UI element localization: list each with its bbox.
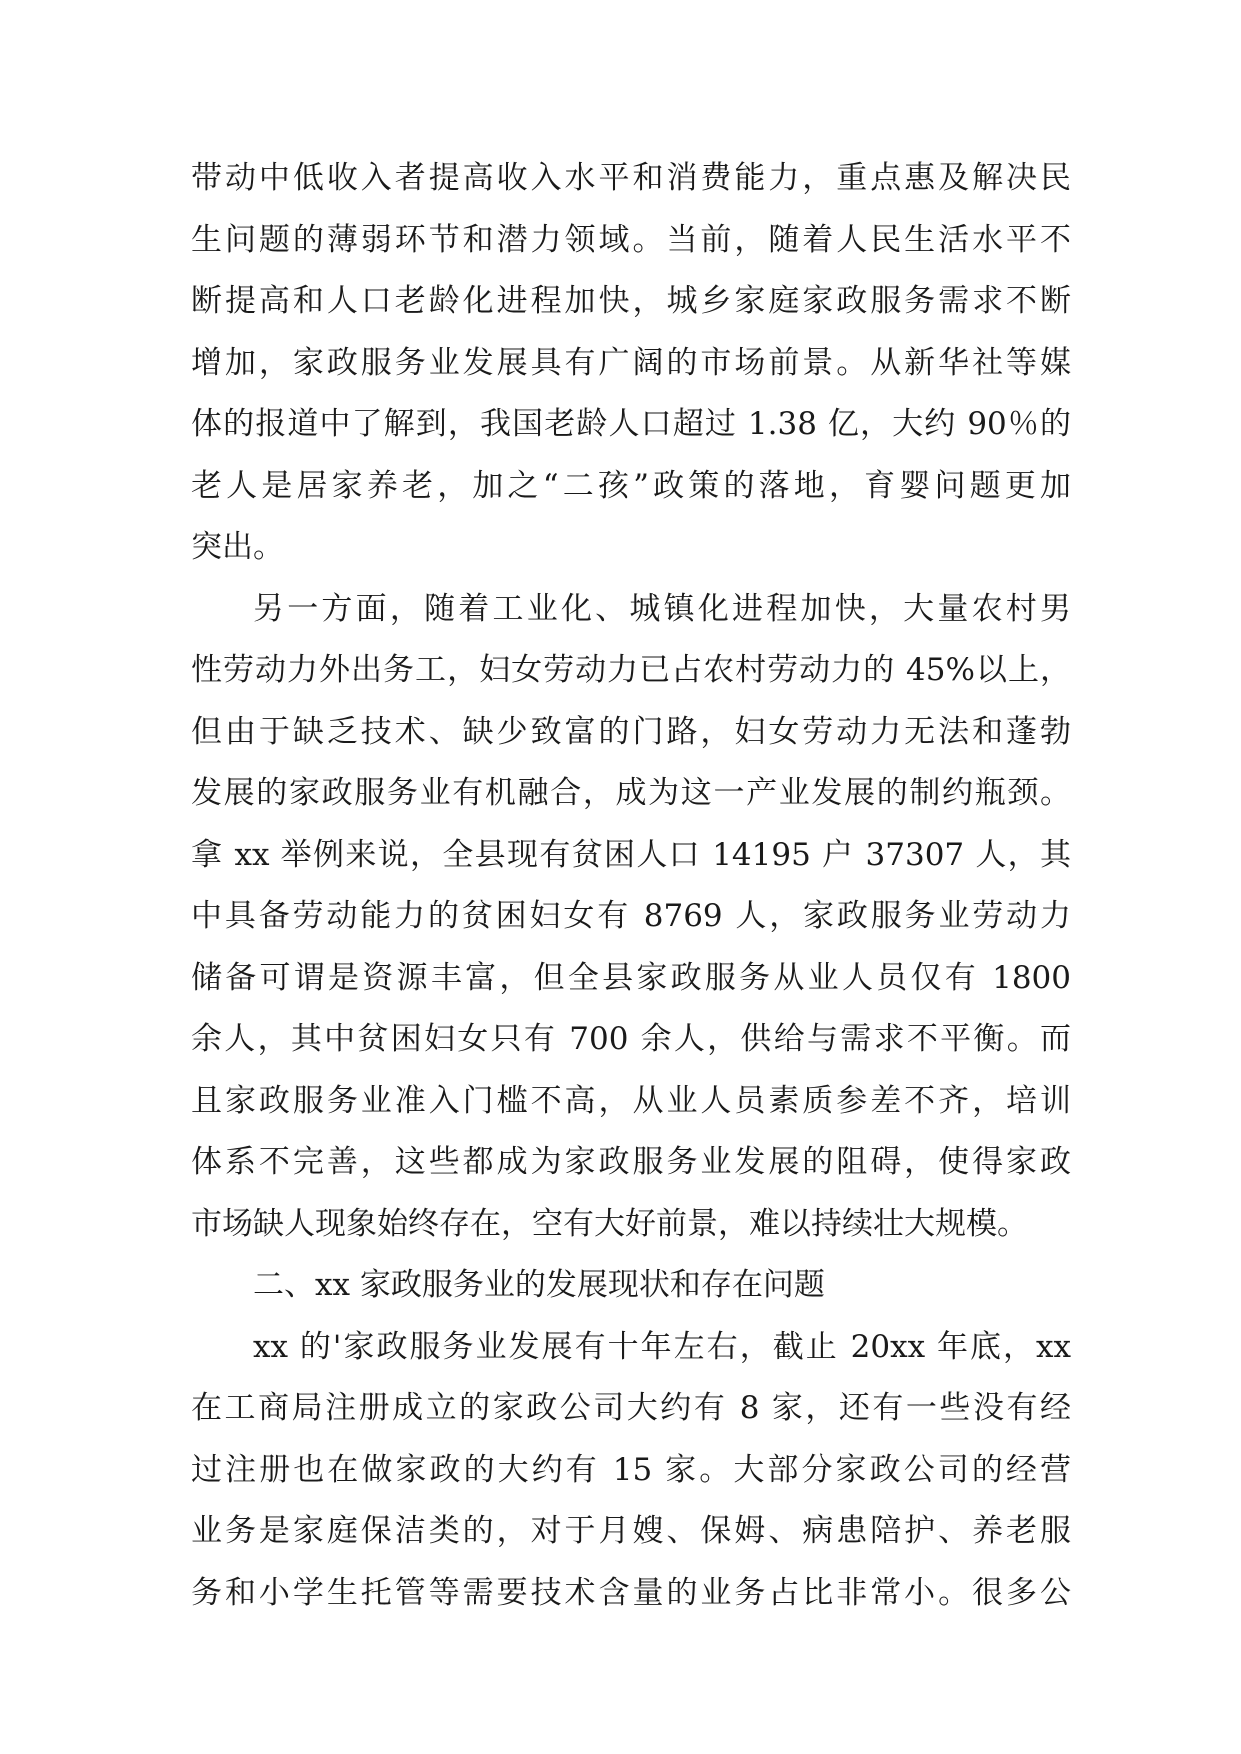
paragraph-first-line: 另一方面，随着工业化、城镇化进程加快，大量农村男 (253, 590, 1071, 627)
text-line: 带动中低收入者提高收入水平和消费能力，重点惠及解决民 (191, 160, 1071, 196)
text-line: 储备可谓是资源丰富，但全县家政服务从业人员仅有 1800 (191, 959, 1071, 996)
text-line: 发展的家政服务业有机融合，成为这一产业发展的制约瓶颈。 (191, 775, 1071, 811)
text-line: 体系不完善，这些都成为家政服务业发展的阻碍，使得家政 (191, 1144, 1071, 1180)
text-line: 老人是居家养老，加之“二孩”政策的落地，育婴问题更加 (191, 467, 1071, 504)
paragraph-first-line: xx 的'家政服务业发展有十年左右，截止 20xx 年底，xx (253, 1328, 1071, 1365)
text-line: 过注册也在做家政的大约有 15 家。大部分家政公司的经营 (191, 1451, 1071, 1488)
text-line: 生问题的薄弱环节和潜力领域。当前，随着人民生活水平不 (191, 221, 1071, 258)
body-text (191, 148, 1071, 1624)
text-line: 余人，其中贫困妇女只有 700 余人，供给与需求不平衡。而 (191, 1021, 1071, 1057)
text-line: 断提高和人口老龄化进程加快，城乡家庭家政服务需求不断 (191, 283, 1071, 319)
text-line: 体的报道中了解到，我国老龄人口超过 1.38 亿，大约 90％的 (191, 406, 1071, 442)
text-line: 中具备劳动能力的贫困妇女有 8769 人，家政服务业劳动力 (191, 898, 1071, 934)
text-line: 市场缺人现象始终存在，空有大好前景，难以持续壮大规模。 (191, 1205, 1028, 1242)
text-line: 且家政服务业准入门槛不高，从业人员素质参差不齐，培训 (191, 1082, 1071, 1119)
text-line: 但由于缺乏技术、缺少致富的门路，妇女劳动力无法和蓬勃 (191, 713, 1071, 750)
text-line: 业务是家庭保洁类的，对于月嫂、保姆、病患陪护、养老服 (191, 1513, 1071, 1549)
text-line: 在工商局注册成立的家政公司大约有 8 家，还有一些没有经 (191, 1390, 1071, 1426)
text-line: 拿 xx 举例来说，全县现有贫困人口 14195 户 37307 人，其 (191, 836, 1071, 873)
section-heading: 二、xx 家政服务业的发展现状和存在问题 (253, 1267, 825, 1303)
text-line: 突出。 (191, 529, 284, 565)
text-line: 增加，家政服务业发展具有广阔的市场前景。从新华社等媒 (191, 344, 1071, 381)
text-line: 务和小学生托管等需要技术含量的业务占比非常小。很多公 (191, 1574, 1071, 1611)
text-line: 性劳动力外出务工，妇女劳动力已占农村劳动力的 45%以上， (191, 652, 1071, 688)
